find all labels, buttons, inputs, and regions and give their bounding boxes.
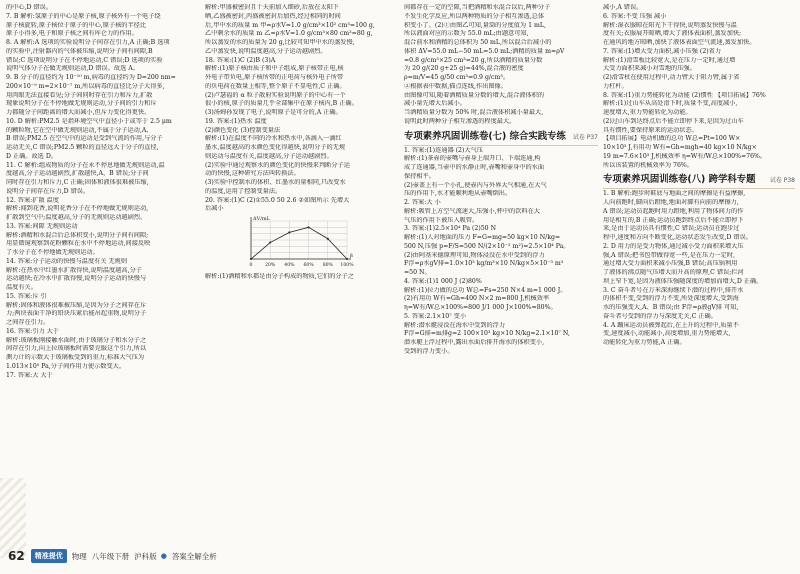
section-title: 专项素养巩固训练卷(七) 综合实践专练 (404, 130, 566, 142)
text-line: 动的快慢,这种研究方法叫转换法。 (205, 170, 300, 178)
text-line: 解析:固体和液体很难被压缩,是因为分子之间存在斥 (6, 301, 147, 309)
data-point (346, 258, 348, 260)
text-line: 的中心,D 错误。 (6, 4, 53, 11)
text-line: 的实验中,注射器内的气体被压缩,说明分子间有间隙,B (6, 47, 153, 55)
column-2 (205, 4, 399, 540)
text-line: 9. B 分子的直径约为 10⁻¹⁰ m,病毒的直径约为 D=200 nm= (6, 74, 176, 81)
text-line: 后减小 (205, 205, 224, 213)
text-line: D 正确。故选 D。 (6, 152, 57, 160)
text-line: 解析:(1)人对地面的压力 F=G=mg=50 kg×10 N/kg= (404, 234, 561, 241)
text-line: 2. D 用力的是受力物体,通过减小受力面积来增大压 (603, 242, 744, 250)
text-line: 减小量先增大后减小。 (404, 100, 466, 108)
text-line: 【项目拓展】电动机做的总功 W总=Pt=100 W× (603, 135, 741, 143)
column-4 (603, 4, 795, 540)
text-line: F浮=ρ水gV排=1.0×10³ kg/m³×10 N/kg×5×10⁻³ m³ (404, 260, 564, 268)
text-line: 压的作用下,水才能顺利地从壶嘴倒出。 (404, 190, 512, 198)
text-line: 测力计的示数大于玻璃板受到的重力,标准大气压为 (6, 354, 145, 361)
text-line: 为 20 g/(20 g+25 g)≈44%,混合液的密度 (404, 65, 524, 73)
text-line: 解析:(1)拉力做的总功 W总=Fs=250 N×4 m=1 000 J。 (404, 286, 567, 294)
text-line: 19. 答案:(1)热水 温度 (205, 117, 267, 125)
text-line: 力;两块表面干净的铅块压紧后能吊起重物,说明分子 (6, 310, 147, 318)
text-line: 1. 答案:(1)连通器 (2)大气压 (404, 146, 483, 154)
text-line: (3)实验中控制水的体积、红墨水的量相同,只改变水 (205, 179, 346, 186)
text-line: 了水分子在不停地做无规则运动。 (6, 249, 99, 256)
text-line: 墨水,温度越高的水颜色变化得越快,说明分子的无规 (205, 144, 346, 151)
footer-answer-label: 答案全解全析 (171, 551, 217, 561)
data-point (308, 226, 310, 228)
x-axis-label: β (350, 253, 353, 259)
text-line: 积变小了。(2)①由图乙可知,量筒的分度值为 1 mL, (404, 21, 546, 29)
text-line: 5. 答案:2.1×10⁷ 变小 (404, 312, 467, 320)
text-line: 所以该装置的机械效率为 76%。 (603, 161, 693, 169)
page-number: 62 (8, 549, 25, 563)
text-line: 潜水艇上浮过程中,露出水面后排开海水的体积变小, (404, 339, 545, 346)
text-line: 12. 答案:扩散 温度 (6, 196, 59, 204)
text-line: 13. 答案:间隙 无规则运动 (6, 222, 78, 230)
brand-badge: 精准提优 (31, 549, 67, 563)
text-line: 解析:玻璃板刚接触水面时,由于玻璃分子和水分子之 (6, 336, 147, 344)
text-line: 解析:闻到花香,说明花香分子在不停地做无规则运动, (6, 205, 149, 213)
text-line: 所以液面对应的示数为 55.0 mL;由题意可知, (404, 30, 529, 38)
text-line: 通过增大受力面积来减小压强,B 错误;高压锅利用 (603, 260, 738, 268)
text-line: (2)过山车到达终点后不能立即停下来,是因为过山车 (603, 117, 744, 125)
text-line: 500 N,压强 p=F/S=500 N/(2×10⁻² m²)=2.5×10⁴ Pa。 (404, 242, 570, 250)
text-line: 很小的核,原子的质量几乎全部集中在原子核内,B 正确。 (205, 100, 358, 108)
text-line: 间都存在一定的空隙,当把酒精和水混合以后,两种分子 (404, 4, 551, 11)
text-line: (3)汤姆孙发现了电子,说明原子是可分的,A 正确。 (205, 109, 342, 116)
section-page-ref: 试卷 P37 (572, 133, 598, 141)
text-line: 3. 答案:(1)2.5×10⁴ Pa (2)50 N (404, 225, 496, 233)
text-line: 解析:湿衣服晾在阳光下干得快,说明蒸发快慢与温 (603, 21, 737, 29)
text-line: F浮=G排=m排g=2 100×10³ kg×10 N/kg=2.1×10⁷ N, (404, 330, 570, 338)
text-line: 力都随分子间距离的增大而减小,但斥力变化得更快。 (6, 109, 151, 116)
text-line: 度有关;衣服展开晾晒,增大了液体表面积,蒸发加快; (603, 30, 742, 38)
text-line: 说明分子间存在斥力,D 错误。 (6, 187, 90, 195)
text-line: 则运动与温度有关,温度越高,分子运动越剧烈。 (205, 152, 333, 160)
text-line: 的温度,运用了控制变量法。 (205, 187, 282, 195)
text-line: 程中,速度和方向不断变化,运动状态发生改变,D 错误。 (603, 234, 752, 241)
text-line: 运动越快;在冷水中扩散得慢,说明分子运动的快慢与 (6, 275, 147, 283)
text-line: (2)壶盖上有一个小孔,使壶内与外界大气相通,在大气 (404, 181, 547, 189)
text-line: 8. A 解析:A 选项的实验说明分子间存在引力,A 正确;B 选项 (6, 39, 170, 46)
text-line: (2)颜色变化 (3)控制变量法 (205, 126, 281, 134)
footer-edition: 沪科版 (134, 551, 157, 561)
text-line: 解析:(1)过山车从高处滑下时,质量不变,高度减小, (603, 100, 738, 108)
text-line: 速度增大,重力势能转化为动能。 (603, 109, 692, 116)
text-line: 11. C 解析:组成物质的分子在永不停息地做无规则运动,温 (6, 161, 165, 169)
text-line: 所以蒸发的水的质量为 20 g,比较可知甲中水的蒸发慢, (205, 39, 355, 46)
x-tick-label: 0 (249, 263, 253, 268)
text-line: 15. 答案:斥 引 (6, 292, 47, 300)
text-line: 解析:酒精和水混合后总体积变小,说明分子间有间隙; (6, 231, 149, 239)
text-line: (2)卢瑟福的 α 粒子散射实验说明原子的中心有一个 (205, 91, 346, 99)
text-line: 2. 答案:大 小 (404, 199, 441, 206)
x-tick-label: 40% (284, 263, 295, 268)
text-line: 解析:(1)茶壶的壶嘴与壶身上端开口、下端连通,构 (404, 155, 541, 163)
text-line: 4. A 蹦床运动员被弹起后,在上升的过程中,质量不 (603, 321, 739, 329)
text-line: 保持相平。 (404, 172, 435, 180)
text-line: 解析:在热水中红墨水扩散得快,说明温度越高,分子 (6, 266, 142, 274)
text-line: 的负电荷在数量上相等,整个原子不显电性,C 正确。 (205, 82, 346, 90)
text-line: 水的压强变大,A、B 错误;由 F浮=ρ液gV排 可知, (603, 304, 739, 311)
text-line: 6. 答案:不变 压强 减小 (603, 12, 667, 20)
footer-subject: 物理 (71, 551, 87, 561)
text-line: (2)由阿基米德原理可知,物体浸没在水中受到的浮力 (404, 251, 545, 259)
text-line: 变,速度减小,动能减小,高度增加,重力势能增大, (603, 330, 731, 338)
data-point (327, 238, 329, 240)
column-3 (404, 4, 598, 540)
data-point (269, 242, 271, 244)
text-line: 同时存在引力和斥力,C 正确;固体和液体很难被压缩, (6, 179, 149, 186)
text-line: 成了连通器,当壶中的水静止时,壶嘴和壶身中的水面 (404, 164, 545, 171)
text-line: 乙中蒸发快,说明温度越高,分子运动越剧烈。 (205, 47, 327, 55)
series-line (251, 227, 347, 259)
text-line: (2)有用功 W有=Gh=400 N×2 m=800 J,机械效率 (404, 295, 550, 303)
text-line: 的颗粒物,它在空中做无规则运动,不属于分子运动,A、 (6, 126, 153, 134)
text-line: 7. 答案:(1)增大受力面积,减小压强 (2)省力 (603, 47, 722, 55)
text-line: 用显微镜观察到花粉颗粒在水中不停地运动,间接反映 (6, 240, 151, 248)
data-point (288, 231, 290, 233)
text-line: 了液体的沸点随气压增大而升高的原理,C 错误;拦河 (603, 269, 744, 276)
text-line: 混合前水和酒精的总体积为 50 mL,所以混合后减小的 (404, 39, 552, 46)
text-line: 用肉眼无法直接看见;分子间同时存在引力和斥力,扩散 (6, 91, 153, 99)
text-line: 之间存在引力。 (6, 319, 50, 326)
text-line: 来,是由于运动员具有惯性,C 错误;运动员在跑步过 (603, 225, 740, 233)
section-heading-7 (404, 130, 598, 146)
text-line: 解析:(1)原子核由质子和中子组成,原子核带正电,核 (205, 65, 344, 73)
text-line: 解析:潜水艇浸没在海水中受到的浮力 (404, 321, 506, 329)
footer-grade: 八年级下册 (91, 551, 130, 561)
text-line: 强,A 错误;把书包带做得宽一些,是在压力一定时, (603, 251, 735, 259)
data-point (250, 258, 252, 260)
text-line: ②根据表中数据,描点连线,作出图像。 (404, 82, 507, 90)
section-title: 专项素养巩固训练卷(八) 跨学科专题 (603, 174, 756, 186)
text-line: 体积 ΔV=55.0 mL−50 mL=5.0 mL;酒精的质量 m=ρV (404, 47, 565, 55)
text-line: 受到的浮力变小。 (404, 347, 454, 355)
text-line: 解析:甲盛被密封且十天前加入细砂,后放在太阳下 (205, 4, 339, 11)
y-axis-label: ΔV/mL (253, 216, 270, 222)
text-line: 的体积不变,受到的浮力不变,所处深度增大,受到海 (603, 295, 739, 303)
text-line: 解析:(1)酒精和水都是由分子构成的物质,它们的分子之 (205, 273, 354, 280)
text-line: (2)滑雪杖在使用过程中,动力臂大于阻力臂,属于省 (603, 74, 740, 81)
page-footer (0, 545, 800, 567)
text-line: 1.013×10⁵ Pa,分子间作用力使示数变大。 (6, 362, 126, 370)
text-line: 动能转化为重力势能,A 正确。 (603, 339, 686, 346)
text-line: 在通风的地方晾晒,加快了液体表面空气流速,蒸发加快。 (603, 39, 756, 46)
text-line: B 错误;PM2.5 在空气中的运动是受到气流的作用,与分子 (6, 135, 163, 143)
text-line: η=W有/W总×100%=800 J/1 000 J×100%=80%。 (404, 304, 557, 311)
text-line: 说明气体分子在做无规则运动,D 错误。故选 A。 (6, 65, 139, 73)
text-line: 奋斗者号受到的浮力与深度无关,C 正确。 (603, 312, 717, 320)
text-line: 10. D 解析:PM2.5 是指环境空气中直径小于或等于 2.5 μm (6, 117, 172, 125)
section-heading-8 (603, 173, 795, 189)
text-line: 10×10³ J,有用功 W有=Gh=mgh=40 kg×10 N/kg× (603, 144, 757, 151)
text-line: 16. 答案:引力 大于 (6, 327, 59, 335)
text-line: 度越高,分子运动越剧烈,扩散越快,A、B 错误;分子间 (6, 170, 149, 178)
text-line: 原子核旋转,原子核位于原子的中心,原子核的半径比 (6, 21, 147, 29)
text-line: 14. 答案:分子运动的快慢与温度有关 无规则 (6, 257, 128, 265)
text-line: 由图像可知,随着酒精质量分数的增大,混合液体积的 (404, 91, 545, 99)
text-line: 间存在引力,向上拉玻璃板时需要克服这个引力,所以 (6, 345, 147, 353)
text-line: 解析:(1)在温度不同的冷水和热水中,各滴入一滴红 (205, 135, 342, 143)
text-line: 外电子带负电,原子核所带的正电荷与核外电子所带 (205, 74, 344, 81)
text-line: 4. 答案:(1)1 000 J (2)80% (404, 277, 482, 285)
text-line: 扩散到空气中;温度越高,分子的无规则运动越剧烈。 (6, 214, 147, 221)
text-line: 气压的作用下被压入吸管。 (404, 216, 479, 224)
text-line: =50 N。 (404, 269, 431, 276)
text-line: 错误;C 选项说明分子在不停地运动,C 错误;D 选项的实验 (6, 56, 163, 64)
text-line: 坝上窄下宽,是因为液体压强随深度的增加而增大,D 正确。 (603, 277, 763, 285)
column-1 (6, 4, 200, 540)
text-line: 力杠杆。 (603, 82, 628, 90)
text-line: ρ=m/V=45 g/50 cm³=0.9 g/cm³。 (404, 74, 510, 81)
text-line: 晒,乙盛被密封,丙盛被密封后加热,经过相同的时间 (205, 12, 341, 20)
text-line: 原子小得多,电子和原子核之间有库仑力的作用。 (6, 30, 138, 38)
text-line: 说明此时两种分子相互渗透的程度最大。 (404, 117, 516, 125)
text-line: 用是相互的,B 正确;运动员跑到终点后不能立即停下 (603, 216, 744, 224)
text-line: 7. B 解析:氢原子的中心是原子核,原子核外有一个电子绕 (6, 12, 161, 20)
text-line: 现象说明分子在不停地做无规则运动,分子间的引力和斥 (6, 100, 157, 108)
text-line: 温度有关。 (6, 284, 37, 291)
text-line: 不发生化学反应,所以两种物质的分子相互渗透,总体 (404, 12, 545, 20)
text-line: 具有惯性,要保持原来的运动状态。 (603, 126, 698, 134)
section-page-ref: 试卷 P38 (769, 177, 795, 185)
text-line: 200×10⁻⁹ m=2×10⁻⁷ m,所以病毒的直径比分子大得多, (6, 82, 165, 90)
text-line: 运动无关,C 错误;PM2.5 颗粒的直径远大于分子的直径, (6, 144, 159, 151)
text-line: 解析:(1)滑雪板比较宽大,是在压力一定时,通过增 (603, 56, 736, 64)
text-line: =0.8 g/cm³×25 cm³=20 g,所以酒精的质量分数 (404, 56, 543, 64)
text-line: 17. 答案:大 大于 (6, 371, 53, 379)
text-line: 18. 答案:(1)C (2)B (3)A (205, 56, 276, 64)
bullet-icon: ● (160, 552, 167, 560)
x-tick-label: 20% (265, 263, 276, 268)
text-line: 后,甲中水的质量 m 甲=ρ水V=1.0 g/cm³×10² cm³=100 g, (205, 21, 375, 29)
volume-change-chart (235, 215, 355, 271)
x-tick-label: 60% (303, 263, 314, 268)
text-line: 当酒精质量分数为 50% 时,混合液体积减小量最大, (404, 109, 544, 116)
text-line: 人向前跑时,脚向后蹬地,地面对脚有向前的摩擦力, (603, 199, 739, 206)
text-line: 减小,A 错误。 (603, 4, 643, 11)
x-tick-label: 100% (340, 263, 354, 268)
text-line: 19 m=7.6×10³ J,机械效率 η=W有/W总×100%=76%。 (603, 152, 767, 160)
text-line: 20. 答案:(1)C (2)①55.0 50 2.6 ②如图所示 先增大 (205, 196, 350, 204)
text-line: 乙中剩余水的质量 m 乙=ρ水V=1.0 g/cm³×80 cm³=80 g, (205, 30, 373, 38)
text-line: 8. 答案:(1)重力势能转化为动能 (2)惯性 【项目拓展】76% (603, 91, 766, 99)
text-line: A 错误;运动员起跑时用力蹬地,利用了物体间力的作 (603, 207, 744, 215)
text-line: 3. C 奋斗者号在万米深海继续下潜的过程中,排开水 (603, 286, 744, 294)
text-line: 大受力面积来减小对雪地的压强。 (603, 65, 696, 73)
text-line: 1. B 解析:跑步时鞋底与地面之间的摩擦是有益摩擦, (603, 190, 746, 198)
x-tick-label: 80% (322, 263, 333, 268)
text-line: (2)实验中通过观察水的颜色变化的快慢来判断分子运 (205, 161, 350, 169)
text-line: 解析:吸管上方空气流速大,压强小,杯中的饮料在大 (404, 207, 540, 215)
